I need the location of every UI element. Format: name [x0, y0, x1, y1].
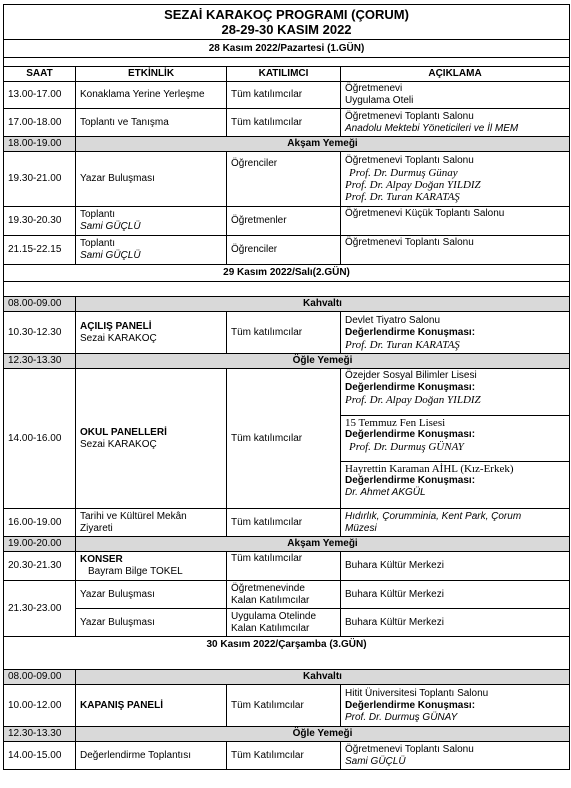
table-row [4, 509, 570, 537]
meal-row [4, 727, 570, 742]
etkinlik-cell: KAPANIŞ PANELİ [76, 685, 227, 727]
table-row [4, 109, 570, 137]
etkinlik-line: Ziyareti [80, 522, 113, 534]
katilimci-cell: Tüm Katılımcılar [227, 685, 341, 727]
aciklama-line: Dr. Ahmet AKGÜL [345, 487, 426, 498]
katilimci-cell: Tüm Katılımcılar [227, 742, 341, 770]
etkinlik-line: Tarihi ve Kültürel Mekân [80, 510, 187, 522]
katilimci-cell: Tüm katılımcılar [227, 509, 341, 537]
aciklama-line: Öğretmenevi [345, 83, 403, 94]
aciklama-line: Değerlendirme Konuşması: [345, 429, 476, 440]
day2-heading: 29 Kasım 2022/Salı(2.GÜN) [4, 265, 570, 282]
saat-cell: 08.00-09.00 [4, 297, 76, 312]
aciklama-cell: Buhara Kültür Merkezi [341, 581, 570, 609]
etkinlik-cell: Değerlendirme Toplantısı [76, 742, 227, 770]
aciklama-line: Müzesi [345, 522, 377, 534]
aciklama-line: Uygulama Oteli [345, 95, 414, 106]
saat-cell: 16.00-19.00 [4, 509, 76, 537]
etkinlik-line: Sezai KARAKOÇ [80, 332, 157, 344]
etkinlik-cell: Konaklama Yerine Yerleşme [76, 82, 227, 109]
dates-text: 28-29-30 KASIM 2022 [221, 22, 352, 37]
katilimci-cell: Öğrenciler [227, 152, 341, 207]
etkinlik-line: OKUL PANELLERİ [80, 426, 167, 438]
katilimci-cell: Tüm katılımcılar [227, 109, 341, 137]
meal-row [4, 297, 570, 312]
aciklama-line: Öğretmenevi Toplantı Salonu [345, 110, 474, 122]
table-row [4, 236, 570, 265]
aciklama-line: Devlet Tiyatro Salonu [345, 314, 441, 326]
spacer [4, 653, 570, 670]
aciklama-cell: Öğretmenevi Toplantı Salonu [341, 236, 570, 265]
aciklama-line: Sami GÜÇLÜ [345, 755, 406, 767]
spacer [4, 58, 570, 67]
aciklama-cell [341, 685, 570, 727]
aciklama-line: Değerlendirme Konuşması: [345, 326, 476, 338]
aciklama-line: Prof. Dr. Turan KARATAŞ [345, 191, 460, 203]
aciklama-line: Değerlendirme Konuşması: [345, 475, 476, 486]
aciklama-cell [341, 369, 570, 509]
table-row [4, 581, 570, 609]
table-row [4, 552, 570, 581]
aciklama-line: Prof. Dr. Durmuş GÜNAY [349, 441, 464, 453]
saat-cell: 21.15-22.15 [4, 236, 76, 265]
aciklama-line: Özejder Sosyal Bilimler Lisesi [345, 370, 477, 381]
aciklama-cell [341, 82, 570, 109]
aciklama-line: Öğretmenevi Toplantı Salonu [345, 155, 474, 166]
etkinlik-line: Sezai KARAKOÇ [80, 438, 157, 450]
meal-row [4, 537, 570, 552]
saat-cell: 19.00-20.00 [4, 537, 76, 552]
table-row [4, 685, 570, 727]
meal-row [4, 354, 570, 369]
etkinlik-line: Toplantı [80, 238, 116, 249]
katilimci-cell: Tüm katılımcılar [227, 82, 341, 109]
table-row [4, 609, 570, 637]
etkinlik-line: AÇILIŞ PANELİ [80, 320, 152, 332]
table-row [4, 742, 570, 770]
aciklama-cell [341, 742, 570, 770]
aciklama-cell: Öğretmenevi Küçük Toplantı Salonu [341, 207, 570, 236]
aciklama-line: Hayrettin Karaman AİHL (Kız-Erkek) [345, 463, 514, 475]
aciklama-line: Değerlendirme Konuşması: [345, 382, 476, 393]
aciklama-line: 15 Temmuz Fen Lisesi [345, 417, 446, 429]
meal-label: Kahvaltı [76, 297, 570, 312]
katilimci-line: Kalan Katılımcılar [231, 622, 310, 634]
katilimci-cell: Tüm katılımcılar [227, 369, 341, 509]
aciklama-line: Prof. Dr. Alpay Doğan YILDIZ [345, 394, 481, 406]
etkinlik-cell [76, 207, 227, 236]
saat-cell: 20.30-21.30 [4, 552, 76, 581]
aciklama-line: Prof. Dr. Alpay Doğan YILDIZ [345, 179, 481, 191]
saat-cell: 19.30-20.30 [4, 207, 76, 236]
etkinlik-cell [76, 509, 227, 537]
etkinlik-cell [76, 312, 227, 354]
aciklama-line: Hitit Üniversitesi Toplantı Salonu [345, 687, 489, 699]
aciklama-line: Prof. Dr. Durmuş GÜNAY [345, 711, 458, 723]
saat-cell: 21.30-23.00 [4, 581, 76, 637]
saat-cell: 12.30-13.30 [4, 354, 76, 369]
katilimci-cell: Tüm katılımcılar [227, 552, 341, 581]
etkinlik-line: KONSER [80, 554, 123, 565]
katilimci-cell: Tüm katılımcılar [227, 312, 341, 354]
program-title [4, 5, 570, 40]
katilimci-cell [227, 581, 341, 609]
etkinlik-line: Toplantı [80, 209, 116, 220]
aciklama-cell [341, 109, 570, 137]
header-aciklama: AÇIKLAMA [341, 67, 570, 82]
etkinlik-line: Bayram Bilge TOKEL [88, 566, 183, 577]
aciklama-line: Anadolu Mektebi Yöneticileri ve İl MEM [345, 122, 519, 134]
etkinlik-cell [76, 369, 227, 509]
aciklama-line: Hıdırlık, Çorumminia, Kent Park, Çorum [345, 510, 522, 522]
title-text: SEZAİ KARAKOÇ PROGRAMI (ÇORUM) [164, 7, 409, 22]
meal-label: Öğle Yemeği [76, 727, 570, 742]
aciklama-line: Değerlendirme Konuşması: [345, 699, 476, 711]
katilimci-line: Öğretmenevinde [231, 582, 305, 594]
panel-block [341, 462, 569, 508]
etkinlik-cell [76, 552, 227, 581]
aciklama-cell [341, 152, 570, 207]
meal-label: Öğle Yemeği [76, 354, 570, 369]
meal-label: Akşam Yemeği [76, 537, 570, 552]
saat-cell: 10.00-12.00 [4, 685, 76, 727]
etkinlik-cell: Yazar Buluşması [76, 581, 227, 609]
meal-row [4, 137, 570, 152]
aciklama-line: Prof. Dr. Durmuş Günay [349, 167, 458, 179]
table-row [4, 312, 570, 354]
header-katilimci: KATILIMCI [227, 67, 341, 82]
aciklama-line: Prof. Dr. Turan KARATAŞ [345, 338, 460, 351]
saat-cell: 13.00-17.00 [4, 82, 76, 109]
meal-label: Kahvaltı [76, 670, 570, 685]
spacer [4, 282, 570, 297]
day1-heading: 28 Kasım 2022/Pazartesi (1.GÜN) [4, 40, 570, 58]
aciklama-cell: Buhara Kültür Merkezi [341, 609, 570, 637]
table-row [4, 82, 570, 109]
meal-label: Akşam Yemeği [76, 137, 570, 152]
katilimci-line: Kalan Katılımcılar [231, 594, 310, 606]
header-saat: SAAT [4, 67, 76, 82]
meal-row [4, 670, 570, 685]
header-etkinlik: ETKİNLİK [76, 67, 227, 82]
table-row [4, 369, 570, 509]
aciklama-line: Öğretmenevi Toplantı Salonu [345, 743, 474, 755]
aciklama-cell [341, 312, 570, 354]
saat-cell: 14.00-16.00 [4, 369, 76, 509]
etkinlik-cell: Yazar Buluşması [76, 152, 227, 207]
saat-cell: 14.00-15.00 [4, 742, 76, 770]
etkinlik-cell [76, 236, 227, 265]
aciklama-cell [341, 509, 570, 537]
day3-heading: 30 Kasım 2022/Çarşamba (3.GÜN) [4, 637, 570, 654]
saat-cell: 10.30-12.30 [4, 312, 76, 354]
aciklama-cell: Buhara Kültür Merkezi [341, 552, 570, 581]
katilimci-cell: Öğrenciler [227, 236, 341, 265]
etkinlik-line: Sami GÜÇLÜ [80, 250, 141, 261]
etkinlik-line: Sami GÜÇLÜ [80, 221, 141, 232]
table-row [4, 207, 570, 236]
katilimci-cell: Öğretmenler [227, 207, 341, 236]
panel-block [341, 369, 569, 416]
program-table [3, 4, 570, 770]
etkinlik-cell: Toplantı ve Tanışma [76, 109, 227, 137]
katilimci-line: Uygulama Otelinde [231, 610, 317, 622]
panel-block [341, 416, 569, 462]
etkinlik-cell: Yazar Buluşması [76, 609, 227, 637]
katilimci-cell [227, 609, 341, 637]
saat-cell: 19.30-21.00 [4, 152, 76, 207]
saat-cell: 12.30-13.30 [4, 727, 76, 742]
table-row [4, 152, 570, 207]
saat-cell: 17.00-18.00 [4, 109, 76, 137]
saat-cell: 18.00-19.00 [4, 137, 76, 152]
saat-cell: 08.00-09.00 [4, 670, 76, 685]
